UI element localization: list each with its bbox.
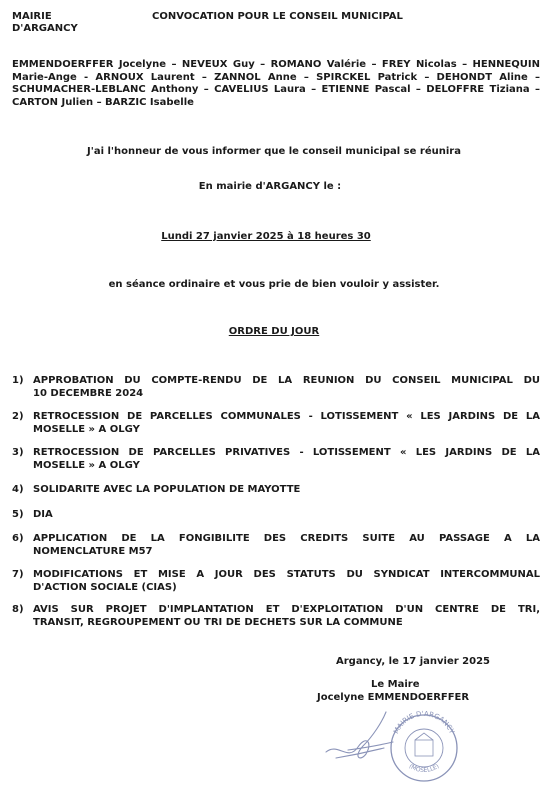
place-date: Argancy, le 17 janvier 2025 [336, 656, 491, 667]
stamp-text-top: MAIRIE D'ARGANCY [392, 709, 456, 736]
agenda-text: D'ACTION SOCIALE (CIAS) [33, 581, 177, 593]
agenda-text: APPROBATION DU COMPTE-RENDU DE LA REUNION DU CONSEIL MUNICIPAL DU [33, 375, 540, 386]
agenda-number: 3) [12, 447, 24, 458]
agenda-item [12, 484, 540, 497]
agenda-number: 8) [12, 604, 24, 615]
agenda-number: 4) [12, 484, 24, 495]
location-text: En mairie d'ARGANCY le : [198, 181, 342, 192]
agenda-item [12, 604, 540, 629]
agenda-item [12, 533, 540, 558]
agenda-text: DIA [33, 509, 53, 520]
session-text: en séance ordinaire et vous prie de bien vouloir y assister. [108, 279, 440, 290]
mairie-header [12, 11, 78, 35]
agenda-item [12, 569, 540, 594]
recipients-line: Marie-Ange - ARNOUX Laurent – ZANNOL Anne – SPIRCKEL Patrick – DEHONDT Aline – [12, 71, 540, 83]
agenda-text: TRANSIT, REGROUPEMENT OU TRI DE DECHETS SUR LA COMMUNE [33, 616, 403, 628]
agenda-number: 5) [12, 509, 24, 520]
agenda-number: 7) [12, 569, 24, 580]
agenda-title: ORDRE DU JOUR [228, 326, 320, 337]
agenda-number: 6) [12, 533, 24, 544]
meeting-date: Lundi 27 janvier 2025 à 18 heures 30 [161, 231, 371, 242]
agenda-item [12, 375, 540, 400]
handwritten-signature [326, 712, 393, 758]
agenda-text: MOSELLE » A OLGY [33, 423, 140, 435]
agenda-text: RETROCESSION DE PARCELLES COMMUNALES - LOTISSEMENT « LES JARDINS DE LA [33, 411, 540, 422]
agenda-item [12, 447, 540, 472]
agenda-text: RETROCESSION DE PARCELLES PRIVATIVES - LOTISSEMENT « LES JARDINS DE LA [33, 447, 540, 458]
agenda-text: MODIFICATIONS ET MISE A JOUR DES STATUTS DU SYNDICAT INTERCOMMUNAL [33, 569, 540, 580]
agenda-number: 1) [12, 375, 24, 386]
recipients-list [12, 59, 540, 109]
document-title: CONVOCATION POUR LE CONSEIL MUNICIPAL [152, 11, 403, 22]
agenda-text: 10 DECEMBRE 2024 [33, 387, 144, 399]
agenda-text: SOLIDARITE AVEC LA POPULATION DE MAYOTTE [33, 484, 301, 495]
mayor-name: Jocelyne EMMENDOERFFER [317, 692, 470, 703]
agenda-number: 2) [12, 411, 24, 422]
mayor-role: Le Maire [371, 679, 420, 690]
intro-text: J'ai l'honneur de vous informer que le conseil municipal se réunira [87, 146, 461, 157]
agenda-text: MOSELLE » A OLGY [33, 459, 140, 471]
agenda-text: NOMENCLATURE M57 [33, 545, 153, 557]
agenda-text: AVIS SUR PROJET D'IMPLANTATION ET D'EXPLOITATION D'UN CENTRE DE TRI, [33, 604, 540, 615]
recipients-line: CARTON Julien – BARZIC Isabelle [12, 96, 194, 108]
agenda-item [12, 509, 540, 522]
recipients-line: SCHUMACHER-LEBLANC Anthony – CAVELIUS Laura – ETIENNE Pascal – DELOFFRE Tiziana – [12, 84, 540, 95]
stamp-text-bottom: (MOSELLE) [407, 762, 441, 775]
mairie-line1: MAIRIE [12, 11, 52, 22]
recipients-line: EMMENDOERFFER Jocelyne – NEVEUX Guy – ROMANO Valérie – FREY Nicolas – HENNEQUIN [12, 59, 540, 70]
agenda-text: APPLICATION DE LA FONGIBILITE DES CREDITS SUITE AU PASSAGE A LA [33, 533, 540, 544]
agenda-item [12, 411, 540, 436]
mairie-line2: D'ARGANCY [12, 23, 78, 34]
signature-stamp [318, 702, 493, 784]
